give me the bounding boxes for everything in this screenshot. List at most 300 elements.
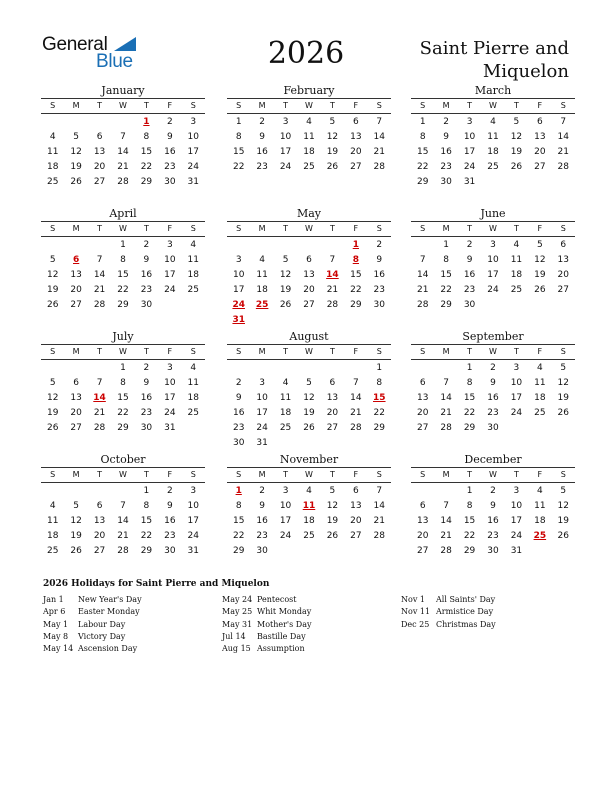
month-january: [41, 84, 205, 189]
day-cell: 2: [259, 117, 265, 127]
day-grid: [227, 114, 391, 174]
day-cell: 11: [303, 132, 315, 142]
weekday-label: F: [537, 347, 543, 356]
day-cell: 5: [536, 240, 543, 250]
day-cell: 8: [120, 378, 126, 388]
day-cell: 14: [557, 132, 569, 142]
day-cell: 1: [235, 117, 242, 127]
empty-cell: [297, 237, 320, 252]
day-cell: 1: [419, 117, 426, 127]
holiday-day: 14: [326, 270, 339, 280]
day-cell: 9: [143, 255, 150, 265]
day-cell: 28: [416, 300, 429, 310]
weekday-label: M: [258, 470, 266, 479]
day-cell: 12: [534, 255, 546, 265]
month-name: June: [480, 207, 506, 220]
day-cell: 26: [70, 177, 82, 187]
holidays-title: 2026 Holidays for Saint Pierre and Miquelon: [43, 579, 270, 589]
holiday-entry: [401, 606, 571, 618]
day-cell: 22: [440, 285, 452, 295]
day-cell: 18: [279, 408, 292, 418]
weekday-label: F: [167, 224, 173, 233]
empty-cell: [297, 360, 320, 375]
day-cell: 25: [46, 177, 59, 187]
day-cell: 15: [463, 393, 476, 403]
day-cell: 20: [326, 408, 339, 418]
day-cell: 21: [326, 285, 339, 295]
day-cell: 31: [463, 177, 476, 187]
day-cell: 27: [416, 423, 429, 433]
day-cell: 14: [350, 393, 362, 403]
month-name: December: [464, 453, 522, 466]
empty-cell: [274, 360, 297, 375]
day-cell: 27: [350, 531, 362, 541]
day-cell: 29: [117, 423, 129, 433]
day-cell: 4: [536, 363, 543, 373]
day-cell: 5: [329, 117, 336, 127]
day-cell: 23: [140, 285, 153, 295]
day-cell: 11: [256, 270, 268, 280]
day-cell: 12: [70, 516, 82, 526]
weekday-label: T: [283, 470, 288, 479]
day-cell: 26: [46, 300, 59, 310]
day-cell: 12: [510, 132, 523, 142]
day-cell: 15: [416, 147, 429, 157]
month-name: February: [283, 84, 335, 97]
holiday-day: 6: [73, 255, 80, 265]
day-cell: 23: [440, 162, 452, 172]
day-cell: 15: [140, 147, 153, 157]
day-cell: 6: [329, 378, 336, 388]
month-october: [41, 453, 205, 558]
empty-cell: [250, 360, 273, 375]
empty-cell: [64, 483, 87, 498]
weekday-label: S: [190, 224, 196, 233]
month-name: August: [289, 330, 329, 343]
month-name: July: [112, 330, 134, 343]
day-cell: 5: [73, 132, 79, 142]
day-cell: 27: [326, 423, 339, 433]
holiday-entry: [43, 594, 213, 606]
day-cell: 11: [187, 378, 199, 388]
day-cell: 6: [96, 501, 103, 511]
weekday-label: F: [353, 347, 359, 356]
weekday-label: S: [50, 470, 56, 479]
day-cell: 16: [256, 516, 268, 526]
day-cell: 20: [557, 270, 569, 280]
day-cell: 21: [440, 408, 452, 418]
holiday-date: May 14: [43, 644, 74, 654]
holiday-day: 14: [93, 393, 106, 403]
day-cell: 31: [510, 546, 523, 556]
day-cell: 2: [235, 378, 242, 388]
country-title-line1: Saint Pierre and: [419, 38, 569, 59]
weekday-header: [411, 467, 575, 483]
day-cell: 22: [117, 408, 129, 418]
day-cell: 26: [534, 285, 546, 295]
day-cell: 27: [70, 300, 82, 310]
day-cell: 13: [70, 393, 82, 403]
day-cell: 25: [487, 162, 499, 172]
weekday-label: W: [489, 470, 497, 479]
weekday-label: T: [467, 101, 472, 110]
day-cell: 30: [164, 177, 176, 187]
weekday-label: T: [513, 347, 519, 356]
day-cell: 15: [463, 516, 476, 526]
holiday-date: May 8: [43, 631, 69, 641]
holiday-name: Assumption: [257, 644, 305, 654]
day-cell: 6: [560, 240, 567, 250]
weekday-label: M: [258, 101, 266, 110]
weekday-header: [411, 344, 575, 360]
weekday-label: M: [442, 224, 450, 233]
month-name: September: [462, 330, 524, 343]
holiday-date: May 24: [222, 595, 253, 604]
day-cell: 3: [166, 240, 173, 250]
day-cell: 18: [534, 516, 546, 526]
day-cell: 30: [140, 423, 153, 433]
day-cell: 7: [443, 378, 449, 388]
day-cell: 23: [463, 285, 476, 295]
day-cell: 4: [490, 117, 496, 127]
day-cell: 29: [350, 300, 362, 310]
day-cell: 29: [140, 546, 153, 556]
day-cell: 14: [440, 516, 452, 526]
holiday-name: Ascension Day: [78, 644, 138, 654]
day-cell: 24: [256, 423, 268, 433]
day-cell: 25: [303, 531, 315, 541]
day-cell: 10: [463, 132, 476, 142]
empty-cell: [274, 237, 297, 252]
holiday-day: 24: [232, 300, 245, 310]
day-cell: 30: [487, 546, 499, 556]
day-cell: 23: [164, 162, 176, 172]
day-cell: 11: [46, 516, 59, 526]
holiday-date: Dec 25: [401, 619, 430, 629]
day-cell: 2: [143, 363, 150, 373]
day-cell: 9: [259, 501, 265, 511]
day-cell: 15: [117, 393, 129, 403]
day-cell: 23: [487, 408, 499, 418]
day-cell: 19: [510, 147, 523, 157]
day-cell: 22: [463, 531, 476, 541]
day-cell: 26: [510, 162, 523, 172]
day-cell: 4: [190, 240, 197, 250]
day-cell: 5: [306, 378, 312, 388]
day-cell: 10: [279, 132, 292, 142]
empty-cell: [64, 114, 87, 129]
holiday-day: 15: [373, 393, 386, 403]
day-cell: 30: [256, 546, 268, 556]
day-cell: 27: [557, 285, 569, 295]
day-cell: 12: [46, 270, 59, 280]
day-cell: 2: [490, 363, 496, 373]
day-cell: 3: [513, 486, 520, 496]
day-cell: 7: [560, 117, 567, 127]
day-cell: 18: [303, 516, 315, 526]
empty-cell: [41, 114, 64, 129]
empty-cell: [227, 360, 250, 375]
day-cell: 6: [352, 486, 359, 496]
day-cell: 28: [93, 423, 106, 433]
day-cell: 29: [463, 546, 476, 556]
day-cell: 16: [487, 516, 499, 526]
day-cell: 13: [93, 516, 106, 526]
day-cell: 21: [557, 147, 569, 157]
day-cell: 2: [443, 117, 449, 127]
day-cell: 24: [510, 531, 523, 541]
month-september: [411, 330, 575, 435]
day-cell: 21: [93, 285, 106, 295]
day-cell: 13: [534, 132, 546, 142]
weekday-label: F: [537, 470, 543, 479]
day-cell: 20: [416, 408, 429, 418]
day-cell: 28: [93, 300, 106, 310]
day-cell: 19: [557, 393, 569, 403]
holiday-name: Pentecost: [257, 595, 297, 604]
holiday-day: 31: [232, 315, 245, 325]
day-cell: 24: [164, 285, 176, 295]
weekday-label: T: [143, 224, 149, 233]
holiday-entry: [222, 619, 392, 631]
day-cell: 13: [303, 270, 315, 280]
day-cell: 17: [510, 393, 523, 403]
day-cell: 4: [536, 486, 543, 496]
day-cell: 6: [73, 378, 79, 388]
empty-cell: [88, 237, 111, 252]
weekday-label: S: [376, 224, 382, 233]
holiday-entry: [401, 594, 571, 606]
weekday-header: [41, 467, 205, 483]
day-cell: 20: [350, 516, 362, 526]
day-cell: 17: [279, 147, 292, 157]
day-cell: 5: [49, 255, 56, 265]
day-cell: 14: [117, 147, 129, 157]
day-cell: 11: [187, 255, 199, 265]
weekday-header: [41, 98, 205, 114]
day-cell: 9: [490, 501, 496, 511]
weekday-label: T: [283, 101, 288, 110]
empty-cell: [88, 483, 111, 498]
empty-cell: [411, 483, 434, 498]
holiday-day: 1: [235, 486, 242, 496]
day-cell: 12: [46, 393, 59, 403]
day-cell: 10: [232, 270, 245, 280]
day-cell: 5: [49, 378, 56, 388]
day-cell: 21: [117, 531, 129, 541]
weekday-label: M: [72, 224, 80, 233]
holiday-day: 8: [352, 255, 359, 265]
day-cell: 16: [232, 408, 245, 418]
day-cell: 23: [487, 531, 499, 541]
day-cell: 26: [279, 300, 292, 310]
weekday-header: [227, 344, 391, 360]
day-cell: 3: [466, 117, 473, 127]
day-cell: 30: [164, 546, 176, 556]
day-cell: 28: [557, 162, 569, 172]
day-cell: 3: [259, 378, 265, 388]
empty-cell: [64, 360, 87, 375]
day-cell: 17: [164, 393, 176, 403]
day-cell: 13: [416, 393, 429, 403]
weekday-label: S: [190, 470, 196, 479]
day-cell: 13: [70, 270, 82, 280]
empty-cell: [111, 114, 134, 129]
weekday-label: T: [143, 101, 149, 110]
holiday-date: Nov 11: [401, 607, 431, 617]
day-cell: 18: [487, 147, 499, 157]
day-cell: 24: [463, 162, 476, 172]
day-cell: 10: [510, 378, 523, 388]
day-cell: 18: [534, 393, 546, 403]
day-cell: 19: [557, 516, 569, 526]
weekday-label: W: [305, 347, 313, 356]
brand-general-text: General: [42, 34, 108, 55]
day-cell: 31: [256, 438, 268, 448]
day-cell: 21: [350, 408, 362, 418]
day-cell: 20: [93, 162, 106, 172]
empty-cell: [434, 360, 457, 375]
weekday-label: M: [442, 470, 450, 479]
day-cell: 26: [326, 162, 339, 172]
month-december: [411, 453, 575, 558]
weekday-label: M: [72, 347, 80, 356]
weekday-label: S: [420, 101, 426, 110]
day-cell: 4: [259, 255, 265, 265]
weekday-label: S: [376, 101, 382, 110]
country-title-line2: Miquelon: [482, 61, 569, 82]
month-march: [411, 84, 575, 189]
weekday-label: S: [236, 224, 242, 233]
day-cell: 21: [440, 531, 452, 541]
weekday-header: [227, 467, 391, 483]
holiday-column: [43, 594, 213, 655]
day-cell: 23: [256, 162, 268, 172]
day-cell: 8: [120, 255, 126, 265]
day-cell: 7: [419, 255, 426, 265]
day-cell: 5: [560, 363, 567, 373]
day-cell: 20: [534, 147, 546, 157]
day-cell: 21: [373, 147, 385, 157]
weekday-label: T: [97, 101, 102, 110]
day-cell: 7: [120, 132, 126, 142]
weekday-label: W: [305, 224, 313, 233]
day-cell: 27: [303, 300, 315, 310]
holiday-name: Easter Monday: [78, 607, 140, 617]
empty-cell: [344, 360, 367, 375]
day-grid: [227, 360, 391, 450]
weekday-label: T: [329, 470, 335, 479]
weekday-label: T: [467, 470, 472, 479]
day-cell: 19: [534, 270, 546, 280]
empty-cell: [434, 483, 457, 498]
weekday-header: [227, 98, 391, 114]
weekday-label: S: [560, 224, 566, 233]
day-cell: 19: [326, 516, 339, 526]
day-cell: 6: [96, 132, 103, 142]
day-cell: 29: [373, 423, 385, 433]
holiday-entry: [222, 594, 392, 606]
day-cell: 23: [232, 423, 245, 433]
weekday-header: [411, 221, 575, 237]
weekday-header: [41, 221, 205, 237]
weekday-label: T: [329, 347, 335, 356]
day-cell: 13: [557, 255, 569, 265]
day-cell: 9: [490, 378, 496, 388]
day-cell: 29: [463, 423, 476, 433]
day-cell: 18: [510, 270, 523, 280]
day-cell: 11: [487, 132, 499, 142]
empty-cell: [88, 114, 111, 129]
day-cell: 4: [513, 240, 520, 250]
day-cell: 18: [187, 270, 199, 280]
weekday-label: S: [420, 470, 426, 479]
day-cell: 8: [235, 501, 242, 511]
day-cell: 31: [164, 423, 176, 433]
day-cell: 8: [235, 132, 242, 142]
empty-cell: [321, 360, 344, 375]
empty-cell: [64, 237, 87, 252]
day-cell: 27: [93, 546, 106, 556]
day-cell: 12: [326, 501, 339, 511]
day-cell: 29: [232, 546, 245, 556]
day-cell: 24: [510, 408, 523, 418]
month-june: [411, 207, 575, 312]
day-cell: 13: [350, 501, 362, 511]
weekday-label: W: [119, 224, 127, 233]
day-cell: 5: [329, 486, 336, 496]
day-cell: 12: [557, 501, 569, 511]
day-grid: [411, 114, 575, 189]
month-name: November: [279, 453, 339, 466]
day-cell: 1: [466, 486, 473, 496]
holiday-date: Apr 6: [43, 607, 66, 617]
day-cell: 29: [440, 300, 452, 310]
day-grid: [227, 483, 391, 558]
day-cell: 6: [352, 117, 359, 127]
day-cell: 29: [416, 177, 429, 187]
day-cell: 31: [187, 546, 199, 556]
day-cell: 19: [46, 408, 59, 418]
day-cell: 9: [443, 132, 449, 142]
weekday-label: M: [72, 470, 80, 479]
holiday-name: Christmas Day: [436, 619, 496, 629]
empty-cell: [41, 237, 64, 252]
day-cell: 19: [303, 408, 315, 418]
day-cell: 25: [534, 408, 546, 418]
day-cell: 26: [70, 546, 82, 556]
day-cell: 30: [440, 177, 452, 187]
day-cell: 6: [419, 501, 426, 511]
day-cell: 25: [46, 546, 59, 556]
weekday-label: T: [97, 347, 102, 356]
month-name: January: [101, 84, 145, 97]
holiday-entry: [43, 619, 213, 631]
day-cell: 1: [120, 363, 126, 373]
day-cell: 4: [306, 486, 312, 496]
day-cell: 8: [466, 501, 473, 511]
day-cell: 6: [419, 378, 426, 388]
weekday-label: S: [236, 470, 242, 479]
holiday-date: Nov 1: [401, 595, 425, 604]
holiday-day: 25: [533, 531, 547, 541]
day-cell: 19: [326, 147, 339, 157]
day-cell: 15: [232, 516, 245, 526]
holiday-entry: [43, 631, 213, 643]
day-cell: 7: [96, 255, 103, 265]
day-cell: 2: [143, 240, 150, 250]
weekday-label: F: [167, 101, 173, 110]
